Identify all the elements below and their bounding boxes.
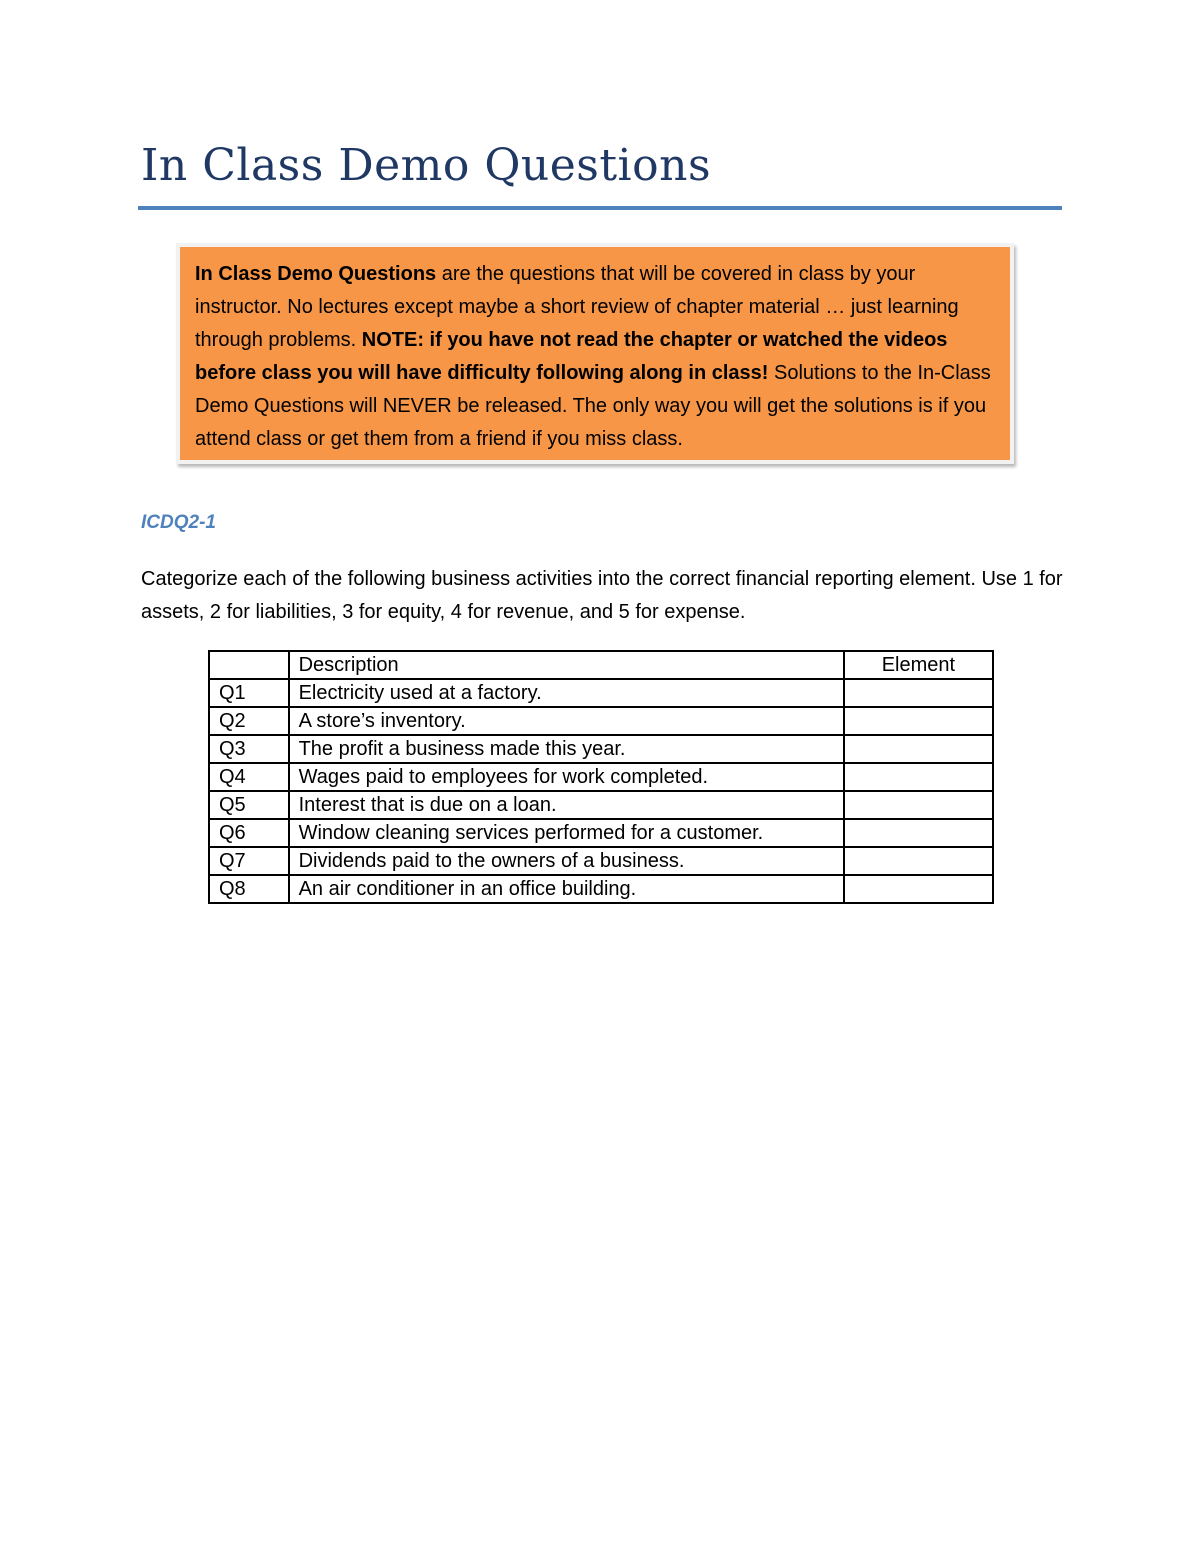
question-number: Q7 <box>209 847 289 875</box>
callout-note: NOTE: if you have not read the chapter or watched the videos before class you will have difficulty following along in class! <box>195 329 948 384</box>
table-row <box>209 819 993 847</box>
callout-text-1: are the questions that will be covered in class by your instructor. No lectures except maybe a short review of chapter material … just learning through problems. <box>195 263 959 351</box>
question-number: Q4 <box>209 763 289 791</box>
table-row <box>209 679 993 707</box>
element-answer-cell[interactable] <box>844 819 993 847</box>
questions-table <box>208 650 994 904</box>
page-title: In Class Demo Questions <box>141 140 712 191</box>
question-number: Q6 <box>209 819 289 847</box>
question-number: Q2 <box>209 707 289 735</box>
question-number: Q1 <box>209 679 289 707</box>
table-header-row <box>209 651 993 679</box>
info-callout-box <box>176 243 1014 464</box>
header-cell-q <box>209 651 289 679</box>
question-description: A store’s inventory. <box>289 707 844 735</box>
element-answer-cell[interactable] <box>844 875 993 903</box>
question-number: Q3 <box>209 735 289 763</box>
header-cell-element: Element <box>844 651 993 679</box>
question-description: Wages paid to employees for work completed. <box>289 763 844 791</box>
element-answer-cell[interactable] <box>844 763 993 791</box>
table-row <box>209 763 993 791</box>
element-answer-cell[interactable] <box>844 679 993 707</box>
section-heading: ICDQ2-1 <box>141 512 216 533</box>
element-answer-cell[interactable] <box>844 707 993 735</box>
table-row <box>209 735 993 763</box>
question-description: Window cleaning services performed for a customer. <box>289 819 844 847</box>
question-description: The profit a business made this year. <box>289 735 844 763</box>
instructions-text: Categorize each of the following business activities into the correct financial reporting element. Use 1 for assets, 2 for liabilities, 3 for equity, 4 for revenue, and 5 for expense. <box>141 568 1063 623</box>
question-description: Interest that is due on a loan. <box>289 791 844 819</box>
table-row <box>209 847 993 875</box>
callout-text-2: Solutions to the In-Class Demo Questions will NEVER be released. The only way you will get the solutions is if you attend class or get them from a friend if you miss class. <box>195 362 991 450</box>
title-divider <box>138 206 1062 210</box>
table-row <box>209 707 993 735</box>
question-description: Dividends paid to the owners of a business. <box>289 847 844 875</box>
header-cell-description: Description <box>289 651 844 679</box>
element-answer-cell[interactable] <box>844 791 993 819</box>
question-description: An air conditioner in an office building. <box>289 875 844 903</box>
table-row <box>209 791 993 819</box>
table-row <box>209 875 993 903</box>
element-answer-cell[interactable] <box>844 735 993 763</box>
element-answer-cell[interactable] <box>844 847 993 875</box>
callout-lead: In Class Demo Questions <box>195 263 437 285</box>
question-number: Q5 <box>209 791 289 819</box>
question-number: Q8 <box>209 875 289 903</box>
question-description: Electricity used at a factory. <box>289 679 844 707</box>
